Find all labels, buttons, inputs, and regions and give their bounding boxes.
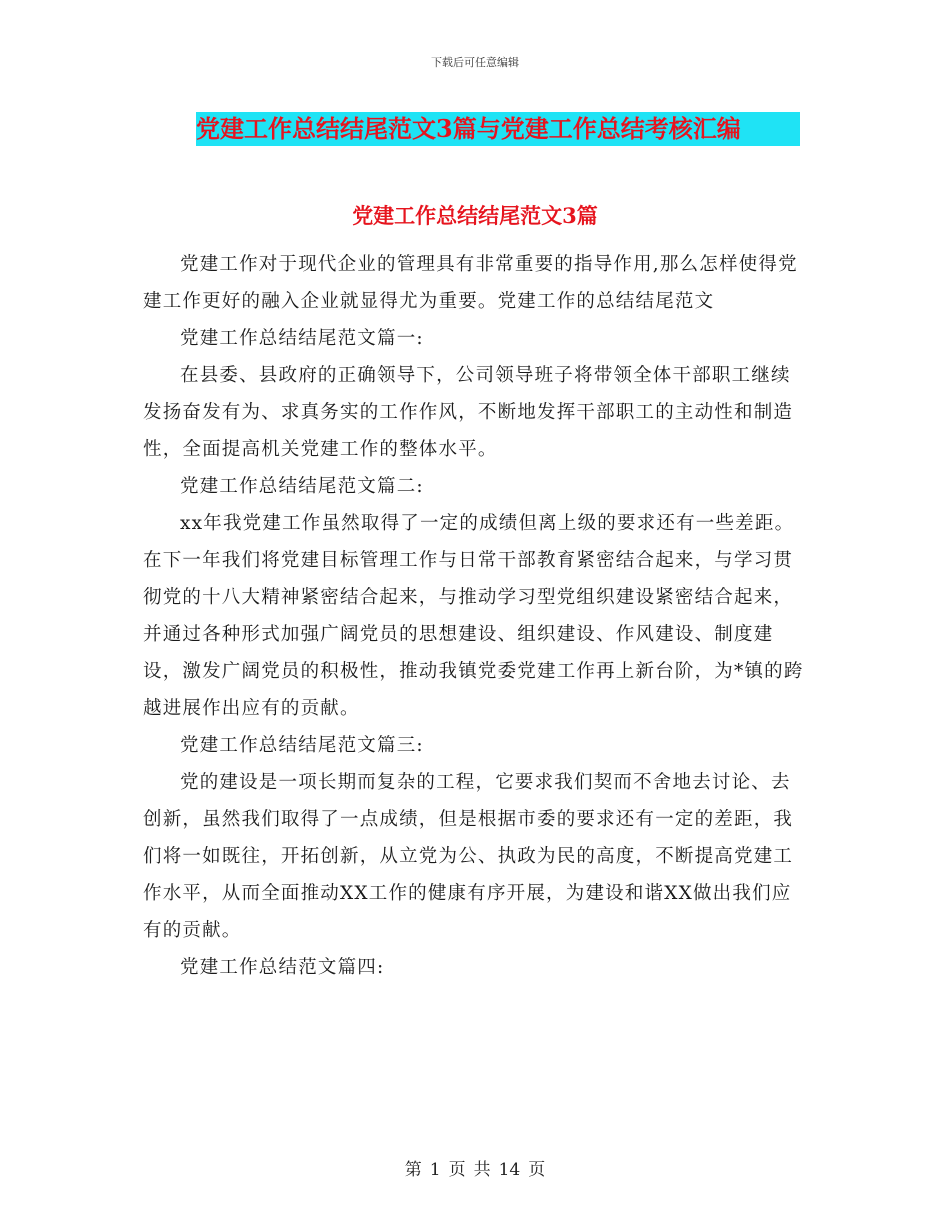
- footer-total-pages: 14: [498, 1160, 521, 1180]
- paragraph-heading-2: 党建工作总结结尾范文篇二:: [180, 476, 424, 497]
- paragraph-body-2: xx年我党建工作虽然取得了一定的成绩但离上级的要求还有一些差距。在下一年我们将党建目标管理工作与日常干部教育紧密结合起来，与学习贯彻党的十八大精神紧密结合起来，与推动学习型党组织建设紧密结合起来，并通过各种形式加强广阔党员的思想建设、组织建设、作风建设、制度建设，激发广阔党员的积极性，推动我镇党委党建工作再上新台阶，为*镇的跨越进展作出应有的贡献。: [143, 513, 804, 719]
- paragraph-heading-4: 党建工作总结范文篇四:: [180, 957, 385, 978]
- document-title: 党建工作总结结尾范文3篇与党建工作总结考核汇编: [196, 114, 741, 143]
- section-title: 党建工作总结结尾范文3篇: [352, 203, 598, 228]
- footer-prefix: 第: [404, 1160, 422, 1180]
- footer-total-prefix: 共: [473, 1160, 491, 1180]
- header-note: 下载后可任意编辑: [431, 56, 519, 69]
- page-footer: [0, 1155, 950, 1180]
- paragraph-heading-1: 党建工作总结结尾范文篇一:: [180, 328, 424, 349]
- paragraph-body-3: 党的建设是一项长期而复杂的工程，它要求我们契而不舍地去讨论、去创新，虽然我们取得了一点成绩，但是根据市委的要求还有一定的差距，我们将一如既往，开拓创新，从立党为公、执政为民的高度，不断提高党建工作水平，从而全面推动XX工作的健康有序开展，为建设和谐XX做出我们应有的贡献。: [143, 772, 794, 941]
- paragraph-heading-3: 党建工作总结结尾范文篇三:: [180, 735, 424, 756]
- footer-page-word: 页: [448, 1160, 466, 1180]
- footer-page-number: 1: [429, 1160, 441, 1180]
- paragraph-body-1: 在县委、县政府的正确领导下，公司领导班子将带领全体干部职工继续发扬奋发有为、求真务实的工作作风，不断地发挥干部职工的主动性和制造性，全面提高机关党建工作的整体水平。: [143, 365, 794, 460]
- footer-suffix: 页: [528, 1160, 546, 1180]
- paragraph-intro: 党建工作对于现代企业的管理具有非常重要的指导作用,那么怎样使得党建工作更好的融入企业就显得尤为重要。党建工作的总结结尾范文: [143, 254, 798, 312]
- document-body: [143, 246, 807, 986]
